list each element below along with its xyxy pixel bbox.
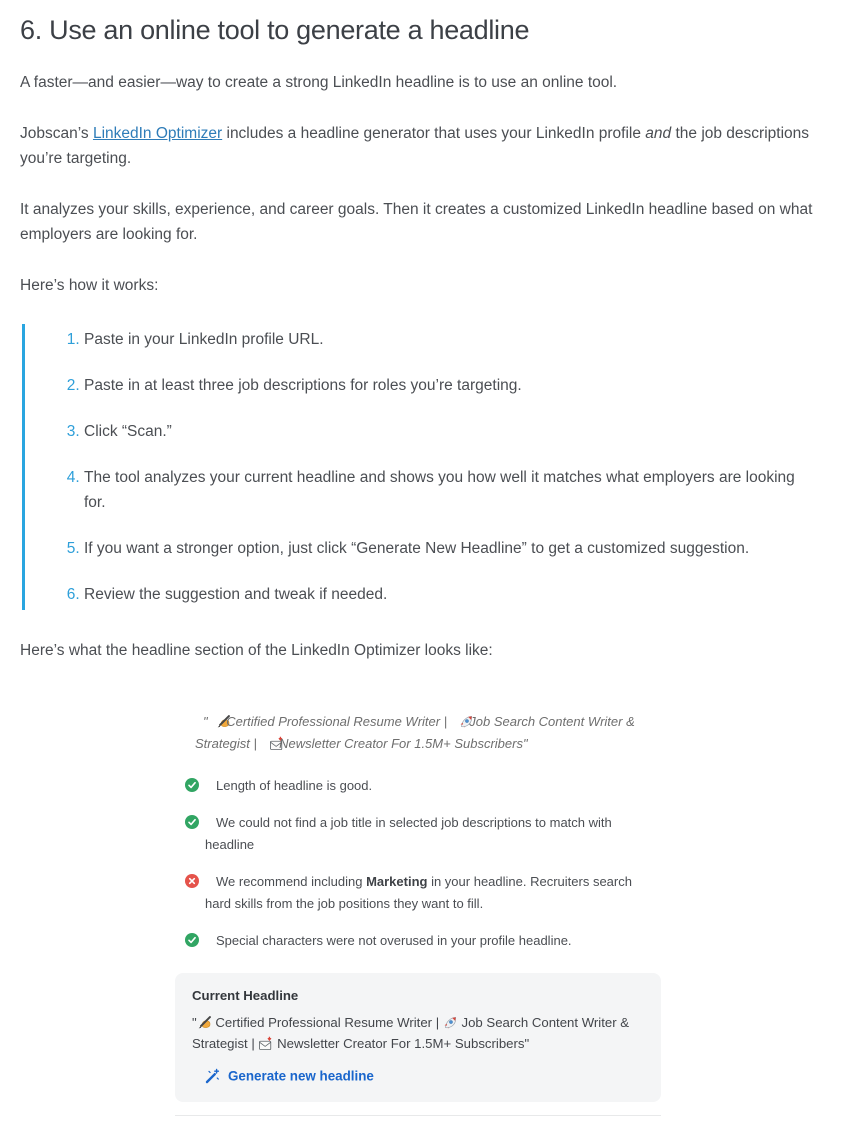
check-item-text: in your headline. Recruiters search hard skills from the job positions they want to fill.: [205, 873, 632, 911]
current-headline-title: Current Headline: [192, 987, 299, 1003]
check-circle-icon: [195, 932, 209, 946]
analysis-paragraph: It analyzes your skills, experience, and career goals. Then it creates a customized LinkedIn headline based on what employers are looking for.: [20, 200, 813, 243]
step-item-1: 1. Paste in your LinkedIn profile URL.: [84, 327, 814, 352]
tool-paragraph-before-link: Jobscan’s: [20, 124, 93, 142]
quote-open: ": [203, 713, 208, 729]
writing-hand-icon: [197, 1015, 212, 1030]
generate-new-headline-link: Generate new headline: [228, 1068, 374, 1084]
rocket-icon: [451, 714, 466, 729]
screenshot-caption: Here’s what the headline section of the LinkedIn Optimizer looks like:: [20, 641, 493, 659]
check-item-special-chars: [195, 930, 635, 952]
check-circle-icon: [195, 814, 209, 828]
current-headline-box: [175, 973, 661, 1102]
box-quote-part1: Certified Professional Resume Writer |: [211, 1014, 443, 1030]
quote-part1: Certified Professional Resume Writer |: [222, 713, 451, 729]
check-item-text: Special characters were not overused in your profile headline.: [216, 932, 572, 948]
steps-list: [25, 327, 832, 607]
section-heading: 6. Use an online tool to generate a headline: [20, 15, 530, 45]
steps-blockquote: [22, 324, 832, 610]
envelope-with-arrow-icon: [258, 1036, 273, 1051]
how-it-works-label: Here’s how it works:: [20, 276, 159, 294]
step-item-4: 4. The tool analyzes your current headline and shows you how well it matches what employers are looking for.: [84, 465, 814, 515]
box-quote-part3: Newsletter Creator For 1.5M+ Subscribers": [273, 1035, 530, 1051]
optimizer-screenshot: [175, 711, 661, 1116]
tool-paragraph-after-link: includes a headline generator that uses your LinkedIn profile: [222, 124, 646, 142]
screenshot-bottom-border: [175, 1115, 661, 1116]
check-item-keyword-bold: Marketing: [366, 873, 428, 889]
check-item-text: We recommend including: [216, 873, 367, 889]
current-headline-text: [192, 1012, 644, 1054]
intro-paragraph: A faster—and easier—way to create a strong LinkedIn headline is to use an online tool.: [20, 73, 618, 91]
check-item-text: Length of headline is good.: [216, 777, 373, 793]
tool-paragraph-after-emphasis: the job descriptions you’re targeting.: [20, 124, 810, 167]
tool-paragraph-emphasis: and: [645, 124, 672, 142]
step-item-5: 5. If you want a stronger option, just click “Generate New Headline” to get a customized suggestion.: [84, 536, 814, 561]
step-item-3: 3. Click “Scan.”: [84, 419, 814, 444]
step-item-6: 6. Review the suggestion and tweak if needed.: [84, 582, 814, 607]
rocket-icon: [443, 1015, 458, 1030]
headline-quote: [195, 711, 637, 755]
x-circle-icon: [195, 873, 209, 887]
box-quote-open: ": [192, 1014, 197, 1030]
check-item-text: We could not find a job title in selected job descriptions to match with headline: [205, 814, 612, 852]
writing-hand-icon: [208, 714, 223, 729]
generate-headline-row: [204, 1068, 644, 1084]
check-item-length: [195, 775, 635, 797]
check-item-keyword: [195, 871, 635, 915]
check-item-job-title: [195, 812, 635, 856]
linkedin-optimizer-link[interactable]: LinkedIn Optimizer: [92, 124, 223, 142]
step-item-2: 2. Paste in at least three job descriptions for roles you’re targeting.: [84, 373, 814, 398]
check-circle-icon: [195, 777, 209, 791]
magic-wand-icon: [204, 1068, 220, 1084]
quote-part2: Job Search Content Writer & Strategist |: [195, 713, 635, 751]
quote-part3: Newsletter Creator For 1.5M+ Subscribers": [275, 735, 528, 751]
envelope-with-arrow-icon: [261, 736, 276, 751]
tool-paragraph: [20, 121, 832, 171]
box-quote-part2: Job Search Content Writer & Strategist |: [192, 1014, 630, 1051]
